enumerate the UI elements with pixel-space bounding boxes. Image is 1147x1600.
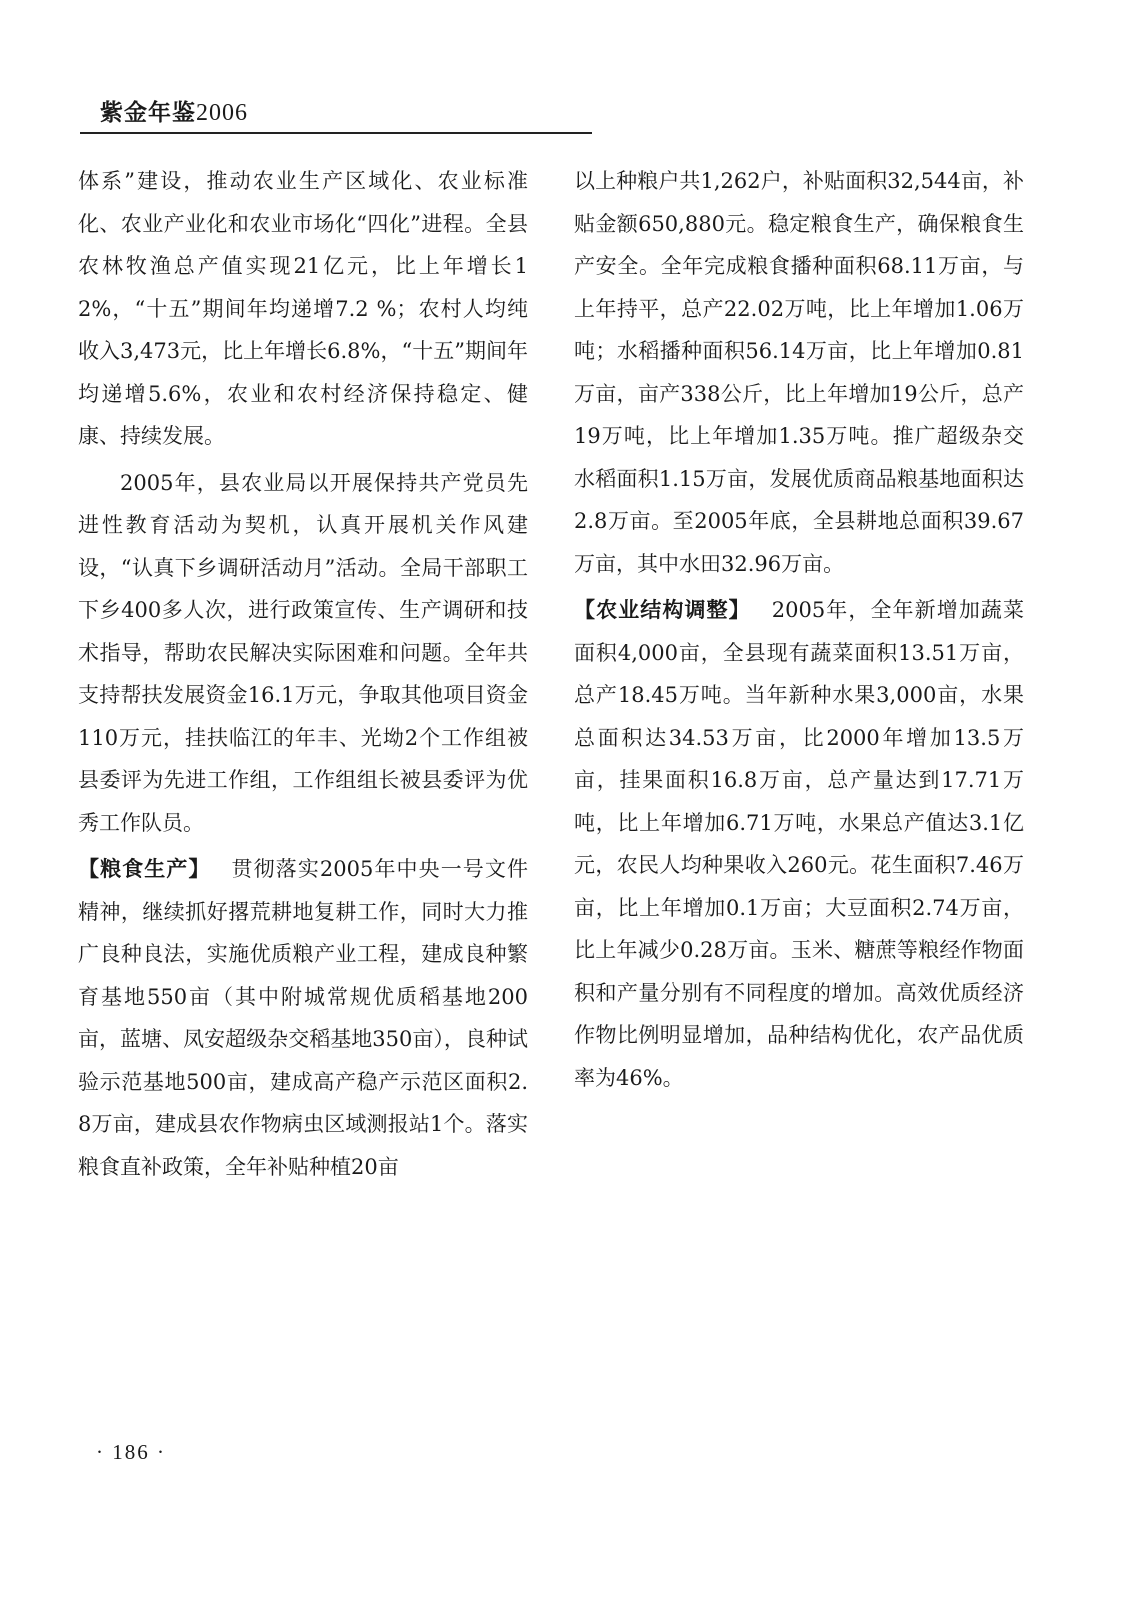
running-header — [100, 94, 248, 127]
right-paragraph-1: 以上种粮户共1,262户，补贴面积32,544亩，补贴金额650,880元。稳定粮食生产，确保粮食生产安全。全年完成粮食播种面积68.11万亩，与上年持平，总产22.02万吨，比上年增加1.06万吨；水稻播种面积56.14万亩，比上年增加0.81万亩，亩产338公斤，比上年增加19公斤，总产19万吨，比上年增加1.35万吨。推广超级杂交水稻面积1.15万亩，发展优质商品粮基地面积达2.8万亩。至2005年底，全县耕地总面积39.67万亩，其中水田32.96万亩。 — [574, 169, 1024, 576]
structure-adjustment-heading: 【农业结构调整】 — [574, 598, 751, 622]
right-column — [574, 160, 1024, 1099]
grain-production-heading: 【粮食生产】 — [78, 857, 211, 881]
left-column — [78, 160, 528, 1188]
header-rule — [80, 132, 592, 134]
left-paragraph-1: 体系”建设，推动农业生产区域化、农业标准化、农业产业化和农业市场化“四化”进程。全县农林牧渔总产值实现21亿元，比上年增长12%，“十五”期间年均递增7.2 %；农村人均纯收入3,473元，比上年增长6.8%，“十五”期间年均递增5.6%，农业和农村经济保持稳定、健康、持续发展。 — [78, 169, 528, 448]
structure-adjustment-text: 2005年，全年新增加蔬菜面积4,000亩，全县现有蔬菜面积13.51万亩，总产18.45万吨。当年新种水果3,000亩，水果总面积达34.53万亩，比2000年增加13.5万亩，挂果面积16.8万亩，总产量达到17.71万吨，比上年增加6.71万吨，水果总产值达3.1亿元，农民人均种果收入260元。花生面积7.46万亩，比上年增加0.1万亩；大豆面积2.74万亩，比上年减少0.28万亩。玉米、糖蔗等粮经作物面积和产量分别有不同程度的增加。高效优质经济作物比例明显增加，品种结构优化，农产品优质率为46%。 — [574, 598, 1024, 1090]
book-year: 2006 — [196, 100, 248, 126]
grain-production-paragraph — [78, 848, 528, 1188]
grain-production-text: 贯彻落实2005年中央一号文件精神，继续抓好撂荒耕地复耕工作，同时大力推广良种良法，实施优质粮产业工程，建成良种繁育基地550亩（其中附城常规优质稻基地200亩，蓝塘、凤安超级杂交稻基地350亩），良种试验示范基地500亩，建成高产稳产示范区面积2.8万亩，建成县农作物病虫区域测报站1个。落实粮食直补政策，全年补贴种植20亩 — [78, 857, 528, 1179]
left-paragraph-2: 2005年，县农业局以开展保持共产党员先进性教育活动为契机，认真开展机关作风建设，“认真下乡调研活动月”活动。全局干部职工下乡400多人次，进行政策宣传、生产调研和技术指导，帮助农民解决实际困难和问题。全年共支持帮扶发展资金16.1万元，争取其他项目资金110万元，挂扶临江的年丰、光坳2个工作组被县委评为先进工作组，工作组组长被县委评为优秀工作队员。 — [78, 470, 528, 835]
structure-adjustment-paragraph — [574, 589, 1024, 1099]
book-title: 紫金年鉴 — [100, 100, 196, 126]
page-number: · 186 · — [96, 1440, 166, 1464]
